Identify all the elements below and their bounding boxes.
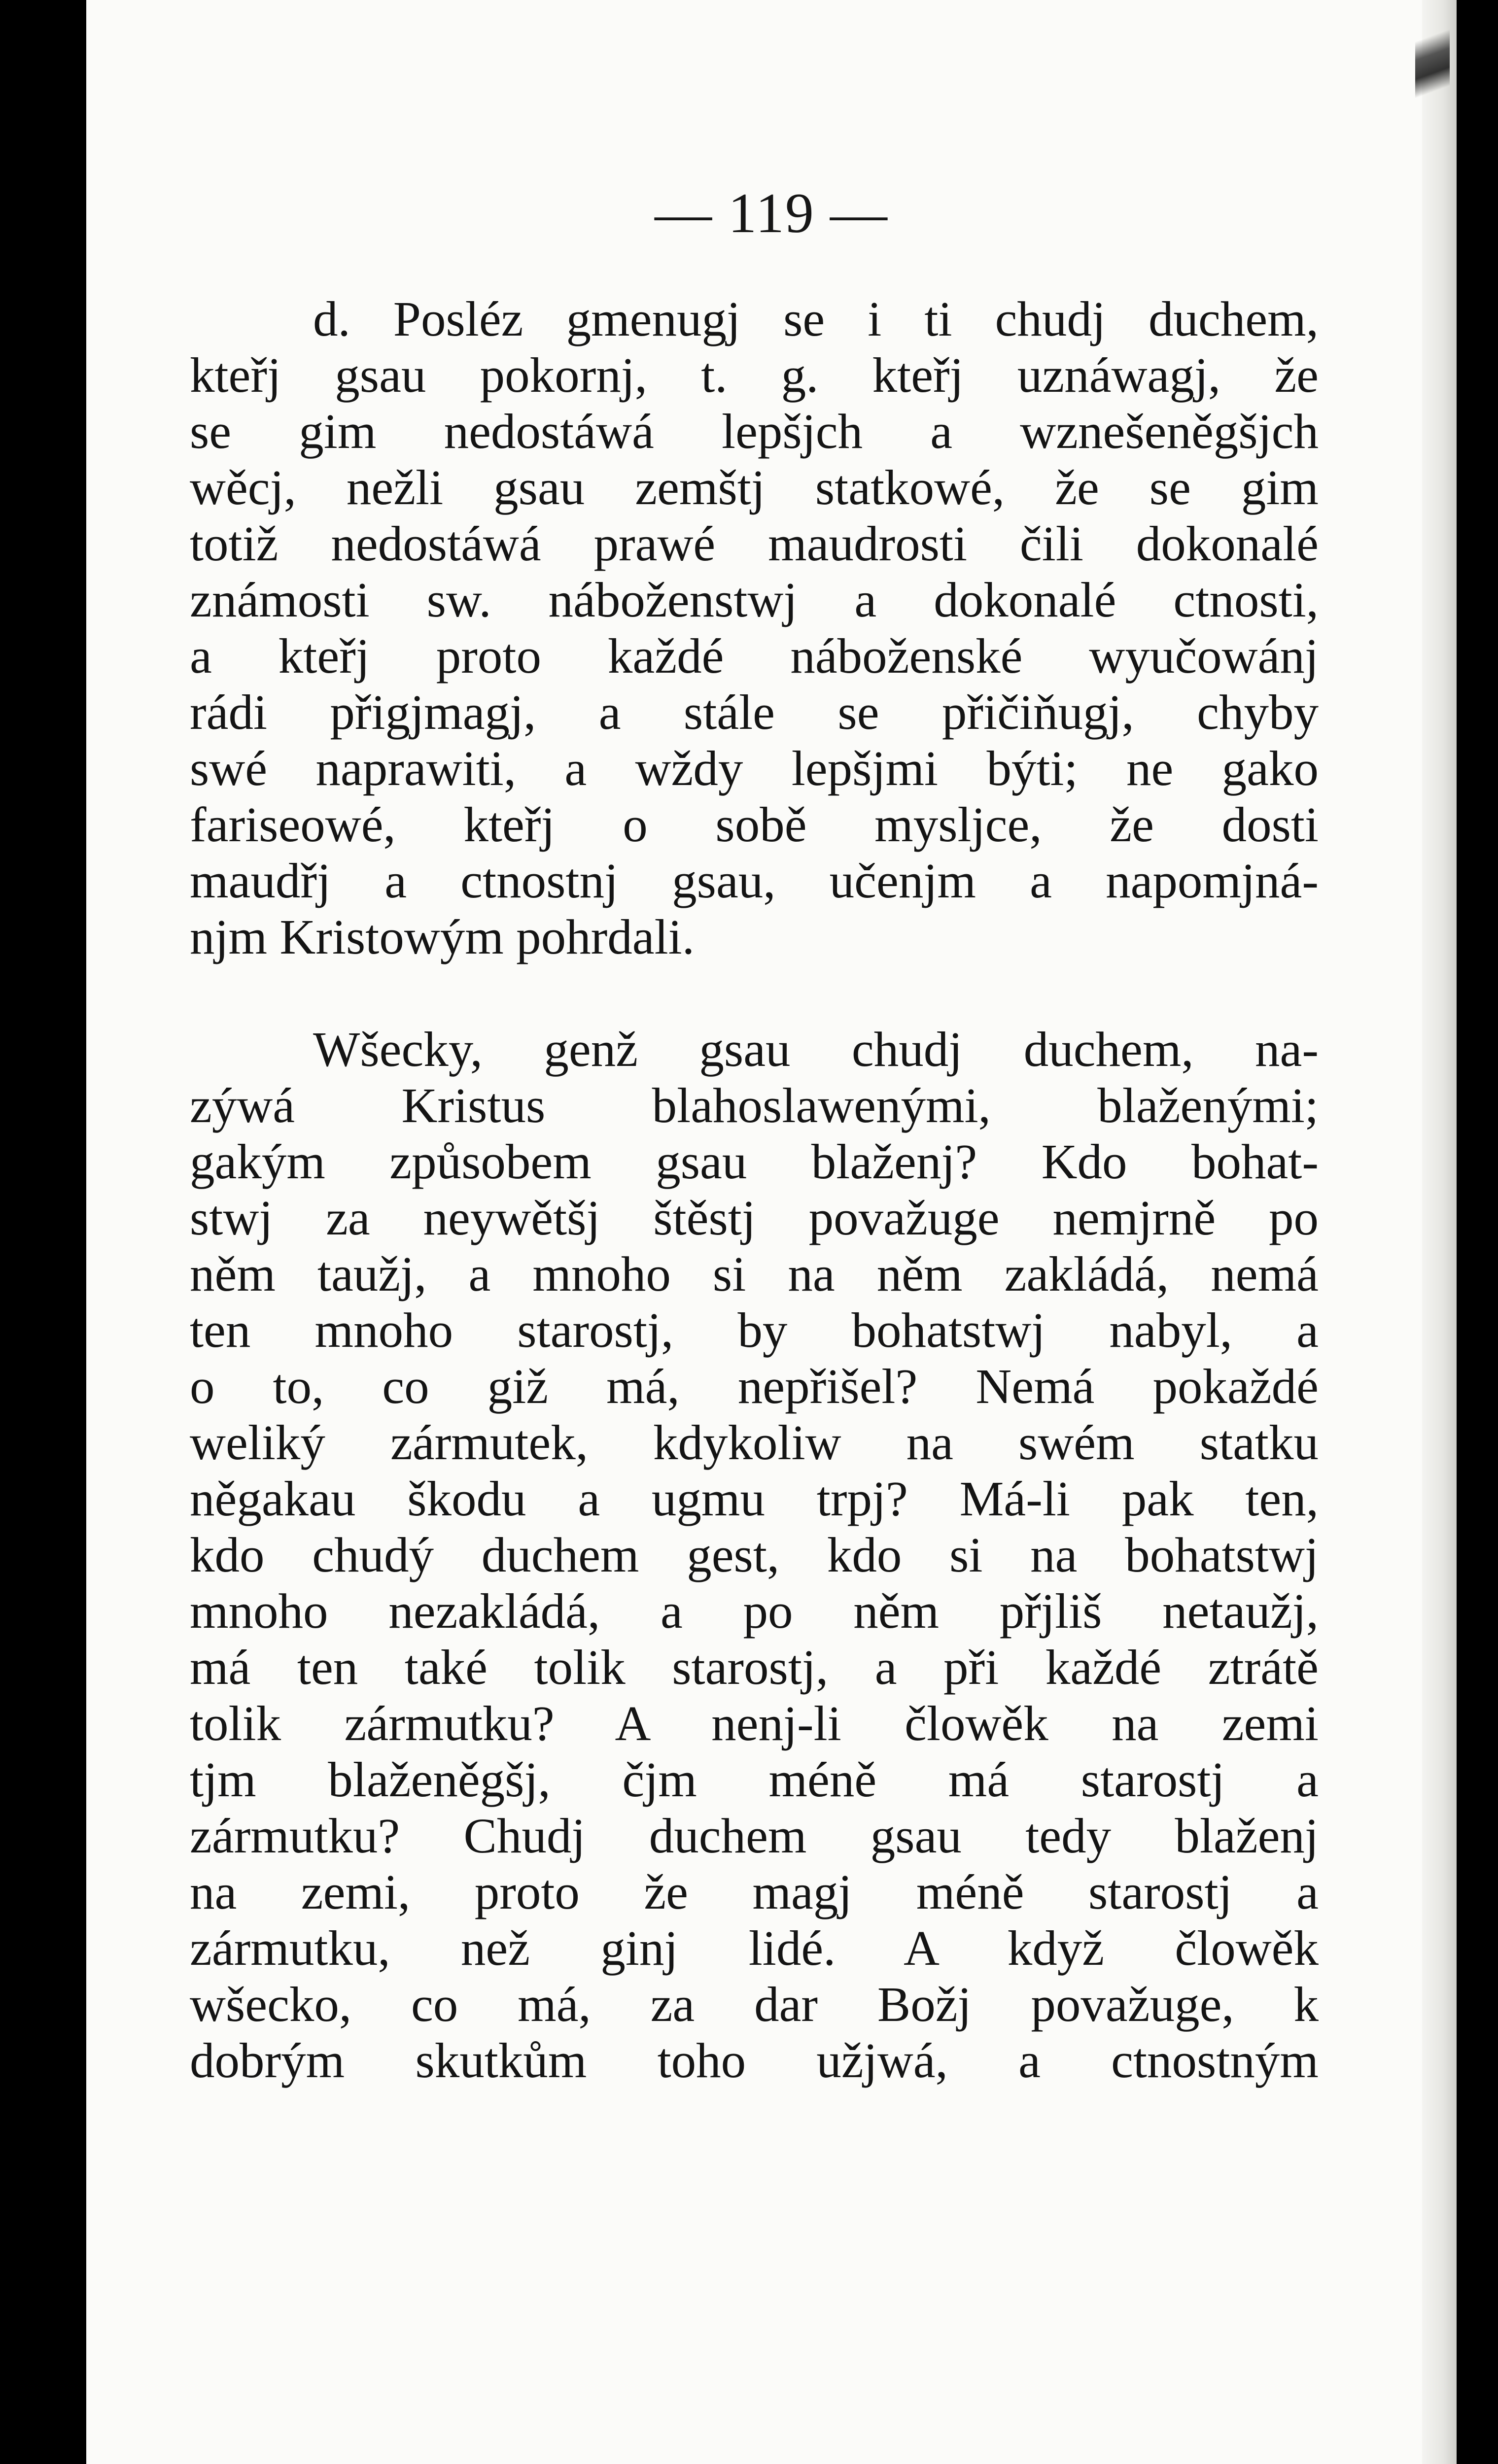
- corner-scan-mark: [1415, 4, 1450, 117]
- text-line: maudřj a ctnostnj gsau, učenjm a napomjná-: [190, 853, 1319, 908]
- text-line: weliký zármutek, kdykoliw na swém statku: [190, 1415, 1319, 1470]
- text-line: stwj za neywětšj štěstj považuge nemjrně po: [190, 1190, 1319, 1245]
- text-line: wěcj, nežli gsau zemštj statkowé, že se gim: [190, 460, 1319, 515]
- text-line: njm Kristowým pohrdali.: [190, 909, 695, 964]
- text-line: něgakau škodu a ugmu trpj? Má-li pak ten,: [190, 1471, 1319, 1526]
- paragraph-2: [190, 1021, 1319, 2088]
- text-line: zýwá Kristus blahoslawenými, blaženými;: [190, 1078, 1319, 1133]
- text-line: d. Posléz gmenugj se i ti chudj duchem,: [313, 291, 1319, 346]
- text-line: zármutku, než ginj lidé. A když člowěk: [190, 1920, 1319, 1976]
- body-text: [190, 291, 1319, 2088]
- text-line: dobrým skutkům toho užjwá, a ctnostným: [190, 2033, 1319, 2088]
- text-line: zármutku? Chudj duchem gsau tedy blaženj: [190, 1808, 1319, 1863]
- text-line: se gim nedostáwá lepšjch a wznešeněgšjch: [190, 404, 1319, 459]
- text-line: gakým způsobem gsau blaženj? Kdo bohat-: [190, 1134, 1319, 1189]
- text-line: rádi přigjmagj, a stále se přičiňugj, chyby: [190, 684, 1319, 740]
- paragraph-1: [190, 291, 1319, 965]
- text-line: kdo chudý duchem gest, kdo si na bohatstwj: [190, 1527, 1319, 1582]
- book-page: [86, 0, 1457, 2464]
- text-line: Wšecky, genž gsau chudj duchem, na-: [313, 1022, 1319, 1077]
- text-line: kteřj gsau pokornj, t. g. kteřj uznáwagj, že: [190, 347, 1319, 403]
- text-line: wšecko, co má, za dar Božj považuge, k: [190, 1977, 1319, 2032]
- text-line: totiž nedostáwá prawé maudrosti čili dokonalé: [190, 516, 1319, 571]
- text-line: na zemi, proto že magj méně starostj a: [190, 1864, 1319, 1919]
- text-line: swé naprawiti, a wždy lepšjmi býti; ne gako: [190, 741, 1319, 796]
- text-line: fariseowé, kteřj o sobě mysljce, že dosti: [190, 797, 1319, 852]
- text-line: známosti sw. náboženstwj a dokonalé ctnosti,: [190, 572, 1319, 627]
- text-line: mnoho nezakládá, a po něm přjliš netaužj,: [190, 1583, 1319, 1639]
- page-number: — 119 —: [655, 182, 888, 245]
- text-line: tjm blaženěgšj, čjm méně má starostj a: [190, 1752, 1319, 1807]
- page-edge-shadow: [1422, 0, 1457, 2464]
- text-line: tolik zármutku? A nenj-li člowěk na zemi: [190, 1696, 1319, 1751]
- text-line: o to, co giž má, nepřišel? Nemá pokaždé: [190, 1359, 1319, 1414]
- text-line: a kteřj proto každé náboženské wyučowánj: [190, 628, 1319, 684]
- text-line: má ten také tolik starostj, a při každé ztrátě: [190, 1640, 1319, 1695]
- text-line: ten mnoho starostj, by bohatstwj nabyl, a: [190, 1302, 1319, 1358]
- text-line: něm taužj, a mnoho si na něm zakládá, nemá: [190, 1246, 1319, 1301]
